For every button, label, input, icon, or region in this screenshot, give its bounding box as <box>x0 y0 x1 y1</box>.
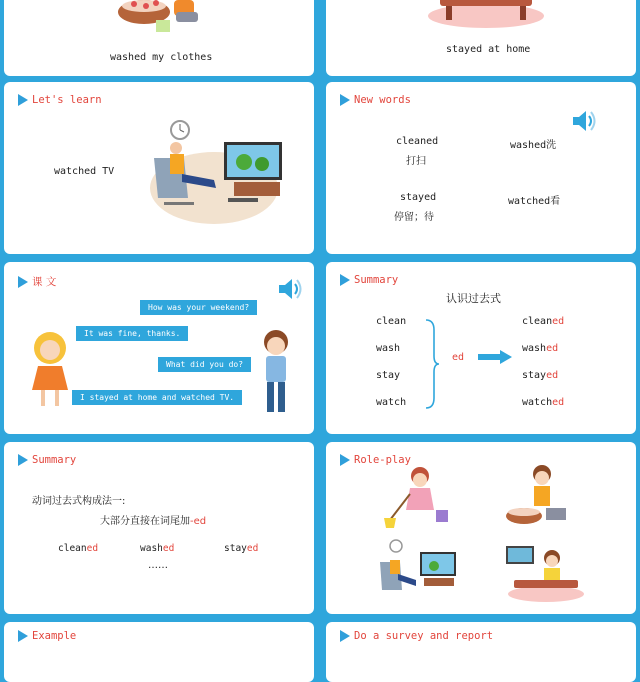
slide-new-words[interactable] <box>326 82 636 254</box>
example-word: washed <box>140 543 175 554</box>
play-triangle-icon <box>18 276 28 288</box>
slide-header-label: Role-play <box>354 454 411 466</box>
slide-header <box>340 630 493 642</box>
past-form: watched <box>522 397 565 408</box>
play-triangle-icon <box>18 454 28 466</box>
phrase: watched TV <box>54 166 115 177</box>
watching-tv-small-illustration <box>376 538 466 604</box>
slide-header <box>18 94 102 106</box>
suffix-ed: ed <box>452 352 465 363</box>
rule-text: 大部分直接在词尾加-ed <box>100 516 207 527</box>
slide-header-label: Example <box>32 630 77 642</box>
slide-header-label: Summary <box>354 274 399 286</box>
slide-header <box>18 630 76 642</box>
word-en: washed洗 <box>510 140 557 151</box>
slide-header <box>340 274 398 286</box>
past-form: cleaned <box>522 316 565 327</box>
verb: clean <box>376 316 407 327</box>
speech-bubble: I stayed at home and watched TV. <box>72 390 242 405</box>
rule-title: 动词过去式构成法一: <box>32 496 126 507</box>
slide-header-label: New words <box>354 94 411 106</box>
slide-lets-learn[interactable] <box>4 82 314 254</box>
play-triangle-icon <box>340 94 350 106</box>
past-form: washed <box>522 343 559 354</box>
play-triangle-icon <box>340 630 350 642</box>
speaker-icon[interactable] <box>570 108 596 134</box>
word-zh: 打扫 <box>406 156 426 167</box>
cleaning-illustration <box>380 464 460 534</box>
slide-header <box>18 454 76 466</box>
slide-washed-clothes[interactable] <box>4 0 314 76</box>
word-zh: 停留；待 <box>394 212 434 223</box>
speech-bubble: It was fine, thanks. <box>76 326 188 341</box>
boy-illustration <box>254 328 300 420</box>
verb: wash <box>376 343 401 354</box>
ellipsis: …… <box>148 560 168 571</box>
living-room-illustration <box>426 0 546 34</box>
slide-summary-past-tense[interactable] <box>326 262 636 434</box>
bracket-icon <box>424 318 440 410</box>
home-illustration <box>506 542 586 602</box>
washing-illustration <box>504 464 570 532</box>
arrow-right-icon <box>478 350 512 364</box>
word-en: cleaned <box>396 136 439 147</box>
play-triangle-icon <box>340 454 350 466</box>
summary-title: 认识过去式 <box>446 292 501 305</box>
slide-example[interactable] <box>4 622 314 682</box>
slide-text-dialogue[interactable] <box>4 262 314 434</box>
example-word: cleaned <box>58 543 99 554</box>
slide-stayed-home[interactable] <box>326 0 636 76</box>
example-word: stayed <box>224 543 259 554</box>
slide-summary-rule[interactable] <box>4 442 314 614</box>
play-triangle-icon <box>18 94 28 106</box>
slide-header-label: Let's learn <box>32 94 102 106</box>
slide-header <box>340 94 411 106</box>
speaker-icon[interactable] <box>276 276 302 302</box>
slide-header <box>18 274 56 289</box>
caption: washed my clothes <box>110 52 213 63</box>
play-triangle-icon <box>18 630 28 642</box>
speech-bubble: What did you do? <box>158 357 251 372</box>
girl-illustration <box>26 328 78 412</box>
slide-role-play[interactable] <box>326 442 636 614</box>
verb: stay <box>376 370 401 381</box>
past-form: stayed <box>522 370 559 381</box>
washing-clothes-illustration <box>114 0 224 40</box>
slide-header-label: 课 文 <box>32 276 57 288</box>
word-en: watched看 <box>508 196 561 207</box>
play-triangle-icon <box>340 274 350 286</box>
slide-header-label: Summary <box>32 454 77 466</box>
verb: watch <box>376 397 407 408</box>
word-en: stayed <box>400 192 437 203</box>
slide-header-label: Do a survey and report <box>354 630 494 642</box>
speech-bubble: How was your weekend? <box>140 300 257 315</box>
watching-tv-illustration <box>144 118 294 228</box>
slide-survey[interactable] <box>326 622 636 682</box>
caption: stayed at home <box>446 44 531 55</box>
